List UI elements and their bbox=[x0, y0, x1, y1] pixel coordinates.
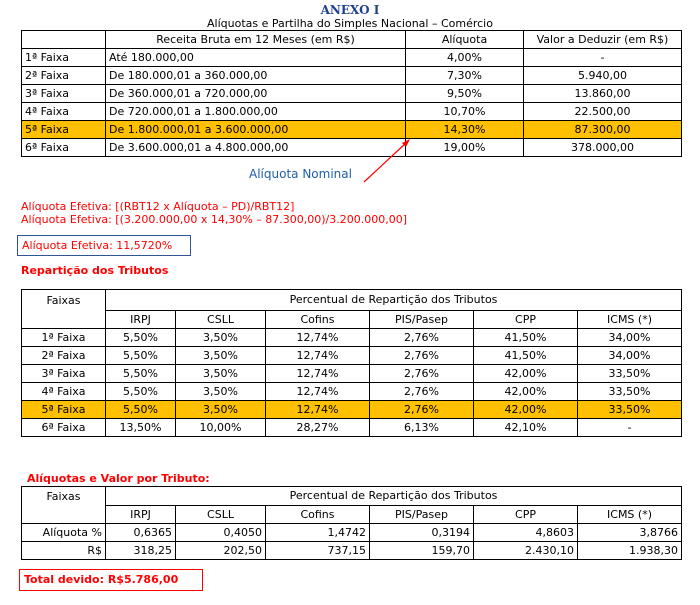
value-cell: 12,74% bbox=[266, 383, 370, 401]
header-blank bbox=[22, 31, 106, 49]
per-tax-table bbox=[21, 486, 682, 560]
faixa-label: 3ª Faixa bbox=[22, 365, 106, 383]
value-cell: 5,50% bbox=[106, 383, 176, 401]
value-cell: 318,25 bbox=[106, 542, 176, 560]
value-cell: 5,50% bbox=[106, 347, 176, 365]
effective-rate-result: Alíquota Efetiva: 11,5720% bbox=[17, 235, 191, 256]
group-header: Percentual de Repartição dos Tributos bbox=[106, 487, 682, 506]
annex-title: ANEXO I bbox=[320, 3, 380, 17]
per-tax-heading: Alíquotas e Valor por Tributo: bbox=[27, 472, 210, 485]
table-row bbox=[22, 365, 682, 383]
value-cell: 33,50% bbox=[578, 383, 682, 401]
value-cell: 12,74% bbox=[266, 365, 370, 383]
rate-cell: 10,70% bbox=[406, 103, 524, 121]
deduct-cell: 13.860,00 bbox=[524, 85, 682, 103]
value-cell: 2,76% bbox=[370, 347, 474, 365]
faixa-label: 6ª Faixa bbox=[22, 419, 106, 437]
formula-line-1: Alíquota Efetiva: [(RBT12 x Alíquota – PD)/RBT12] bbox=[21, 200, 295, 213]
value-cell: 3,50% bbox=[176, 347, 266, 365]
value-cell: 42,00% bbox=[474, 365, 578, 383]
range-cell: De 1.800.000,01 a 3.600.000,00 bbox=[106, 121, 406, 139]
value-cell: 34,00% bbox=[578, 347, 682, 365]
arrow-icon bbox=[350, 135, 420, 190]
tax-header: Cofins bbox=[266, 311, 370, 329]
annex-subtitle: Alíquotas e Partilha do Simples Nacional – Comércio bbox=[207, 17, 493, 30]
value-cell: 12,74% bbox=[266, 329, 370, 347]
table-row bbox=[22, 524, 682, 542]
value-cell: 0,3194 bbox=[370, 524, 474, 542]
faixa-label: 5ª Faixa bbox=[22, 401, 106, 419]
formula-line-2: Alíquota Efetiva: [(3.200.000,00 x 14,30% – 87.300,00)/3.200.000,00] bbox=[21, 213, 408, 226]
header-deduzir: Valor a Deduzir (em R$) bbox=[524, 31, 682, 49]
value-cell: 12,74% bbox=[266, 401, 370, 419]
tax-header: IRPJ bbox=[106, 311, 176, 329]
repartition-table bbox=[21, 289, 682, 437]
faixa-label: 2ª Faixa bbox=[22, 347, 106, 365]
value-cell: 10,00% bbox=[176, 419, 266, 437]
value-cell: 33,50% bbox=[578, 401, 682, 419]
table-row-highlighted bbox=[22, 401, 682, 419]
table-row bbox=[22, 542, 682, 560]
value-cell: 0,4050 bbox=[176, 524, 266, 542]
value-cell: 42,00% bbox=[474, 401, 578, 419]
tax-header: PIS/Pasep bbox=[370, 311, 474, 329]
table-row bbox=[22, 67, 682, 85]
tax-header: IRPJ bbox=[106, 506, 176, 524]
table-row bbox=[22, 383, 682, 401]
tax-header: CSLL bbox=[176, 311, 266, 329]
value-cell: 3,50% bbox=[176, 401, 266, 419]
tax-header: CSLL bbox=[176, 506, 266, 524]
faixa-label: 3ª Faixa bbox=[22, 85, 106, 103]
value-cell: 5,50% bbox=[106, 365, 176, 383]
value-cell: 2,76% bbox=[370, 383, 474, 401]
table-row bbox=[22, 347, 682, 365]
tax-header: ICMS (*) bbox=[578, 311, 682, 329]
deduct-cell: 378.000,00 bbox=[524, 139, 682, 157]
rate-cell: 4,00% bbox=[406, 49, 524, 67]
tax-header: CPP bbox=[474, 506, 578, 524]
table-row bbox=[22, 85, 682, 103]
deduct-cell: 87.300,00 bbox=[524, 121, 682, 139]
deduct-cell: 5.940,00 bbox=[524, 67, 682, 85]
col-faixas: Faixas bbox=[22, 487, 106, 524]
header-receita: Receita Bruta em 12 Meses (em R$) bbox=[106, 31, 406, 49]
rate-cell: 14,30% bbox=[406, 121, 524, 139]
rate-cell: 9,50% bbox=[406, 85, 524, 103]
table-row bbox=[22, 49, 682, 67]
value-cell: 159,70 bbox=[370, 542, 474, 560]
value-cell: 2,76% bbox=[370, 401, 474, 419]
range-cell: De 180.000,01 a 360.000,00 bbox=[106, 67, 406, 85]
value-cell: 2.430,10 bbox=[474, 542, 578, 560]
table-row bbox=[22, 103, 682, 121]
table-row bbox=[22, 329, 682, 347]
value-cell: 41,50% bbox=[474, 347, 578, 365]
faixa-label: 1ª Faixa bbox=[22, 329, 106, 347]
value-cell: 4,8603 bbox=[474, 524, 578, 542]
value-cell: 202,50 bbox=[176, 542, 266, 560]
faixa-label: 1ª Faixa bbox=[22, 49, 106, 67]
value-cell: 42,10% bbox=[474, 419, 578, 437]
rate-cell: 19,00% bbox=[406, 139, 524, 157]
row-label: Alíquota % bbox=[22, 524, 106, 542]
group-header: Percentual de Repartição dos Tributos bbox=[106, 290, 682, 311]
tax-header: ICMS (*) bbox=[578, 506, 682, 524]
value-cell: 0,6365 bbox=[106, 524, 176, 542]
value-cell: 737,15 bbox=[266, 542, 370, 560]
value-cell: 1,4742 bbox=[266, 524, 370, 542]
value-cell: 12,74% bbox=[266, 347, 370, 365]
value-cell: 2,76% bbox=[370, 365, 474, 383]
value-cell: 33,50% bbox=[578, 365, 682, 383]
value-cell: 1.938,30 bbox=[578, 542, 682, 560]
faixa-label: 5ª Faixa bbox=[22, 121, 106, 139]
range-cell: De 3.600.000,01 a 4.800.000,00 bbox=[106, 139, 406, 157]
value-cell: 28,27% bbox=[266, 419, 370, 437]
value-cell: - bbox=[578, 419, 682, 437]
value-cell: 3,50% bbox=[176, 383, 266, 401]
value-cell: 5,50% bbox=[106, 401, 176, 419]
header-aliquota: Alíquota bbox=[406, 31, 524, 49]
value-cell: 34,00% bbox=[578, 329, 682, 347]
value-cell: 41,50% bbox=[474, 329, 578, 347]
faixa-label: 6ª Faixa bbox=[22, 139, 106, 157]
faixa-label: 4ª Faixa bbox=[22, 103, 106, 121]
tax-header: PIS/Pasep bbox=[370, 506, 474, 524]
value-cell: 6,13% bbox=[370, 419, 474, 437]
range-cell: De 720.000,01 a 1.800.000,00 bbox=[106, 103, 406, 121]
value-cell: 13,50% bbox=[106, 419, 176, 437]
faixa-label: 2ª Faixa bbox=[22, 67, 106, 85]
deduct-cell: - bbox=[524, 49, 682, 67]
range-cell: Até 180.000,00 bbox=[106, 49, 406, 67]
nominal-rate-label: Alíquota Nominal bbox=[249, 167, 352, 181]
tax-header: Cofins bbox=[266, 506, 370, 524]
range-cell: De 360.000,01 a 720.000,00 bbox=[106, 85, 406, 103]
value-cell: 2,76% bbox=[370, 329, 474, 347]
col-faixas: Faixas bbox=[22, 290, 106, 329]
value-cell: 3,8766 bbox=[578, 524, 682, 542]
value-cell: 3,50% bbox=[176, 365, 266, 383]
repartition-heading: Repartição dos Tributos bbox=[21, 264, 169, 277]
row-label: R$ bbox=[22, 542, 106, 560]
value-cell: 42,00% bbox=[474, 383, 578, 401]
faixa-label: 4ª Faixa bbox=[22, 383, 106, 401]
value-cell: 3,50% bbox=[176, 329, 266, 347]
rate-cell: 7,30% bbox=[406, 67, 524, 85]
tax-header: CPP bbox=[474, 311, 578, 329]
total-due: Total devido: R$5.786,00 bbox=[19, 569, 203, 591]
table-row bbox=[22, 419, 682, 437]
value-cell: 5,50% bbox=[106, 329, 176, 347]
deduct-cell: 22.500,00 bbox=[524, 103, 682, 121]
